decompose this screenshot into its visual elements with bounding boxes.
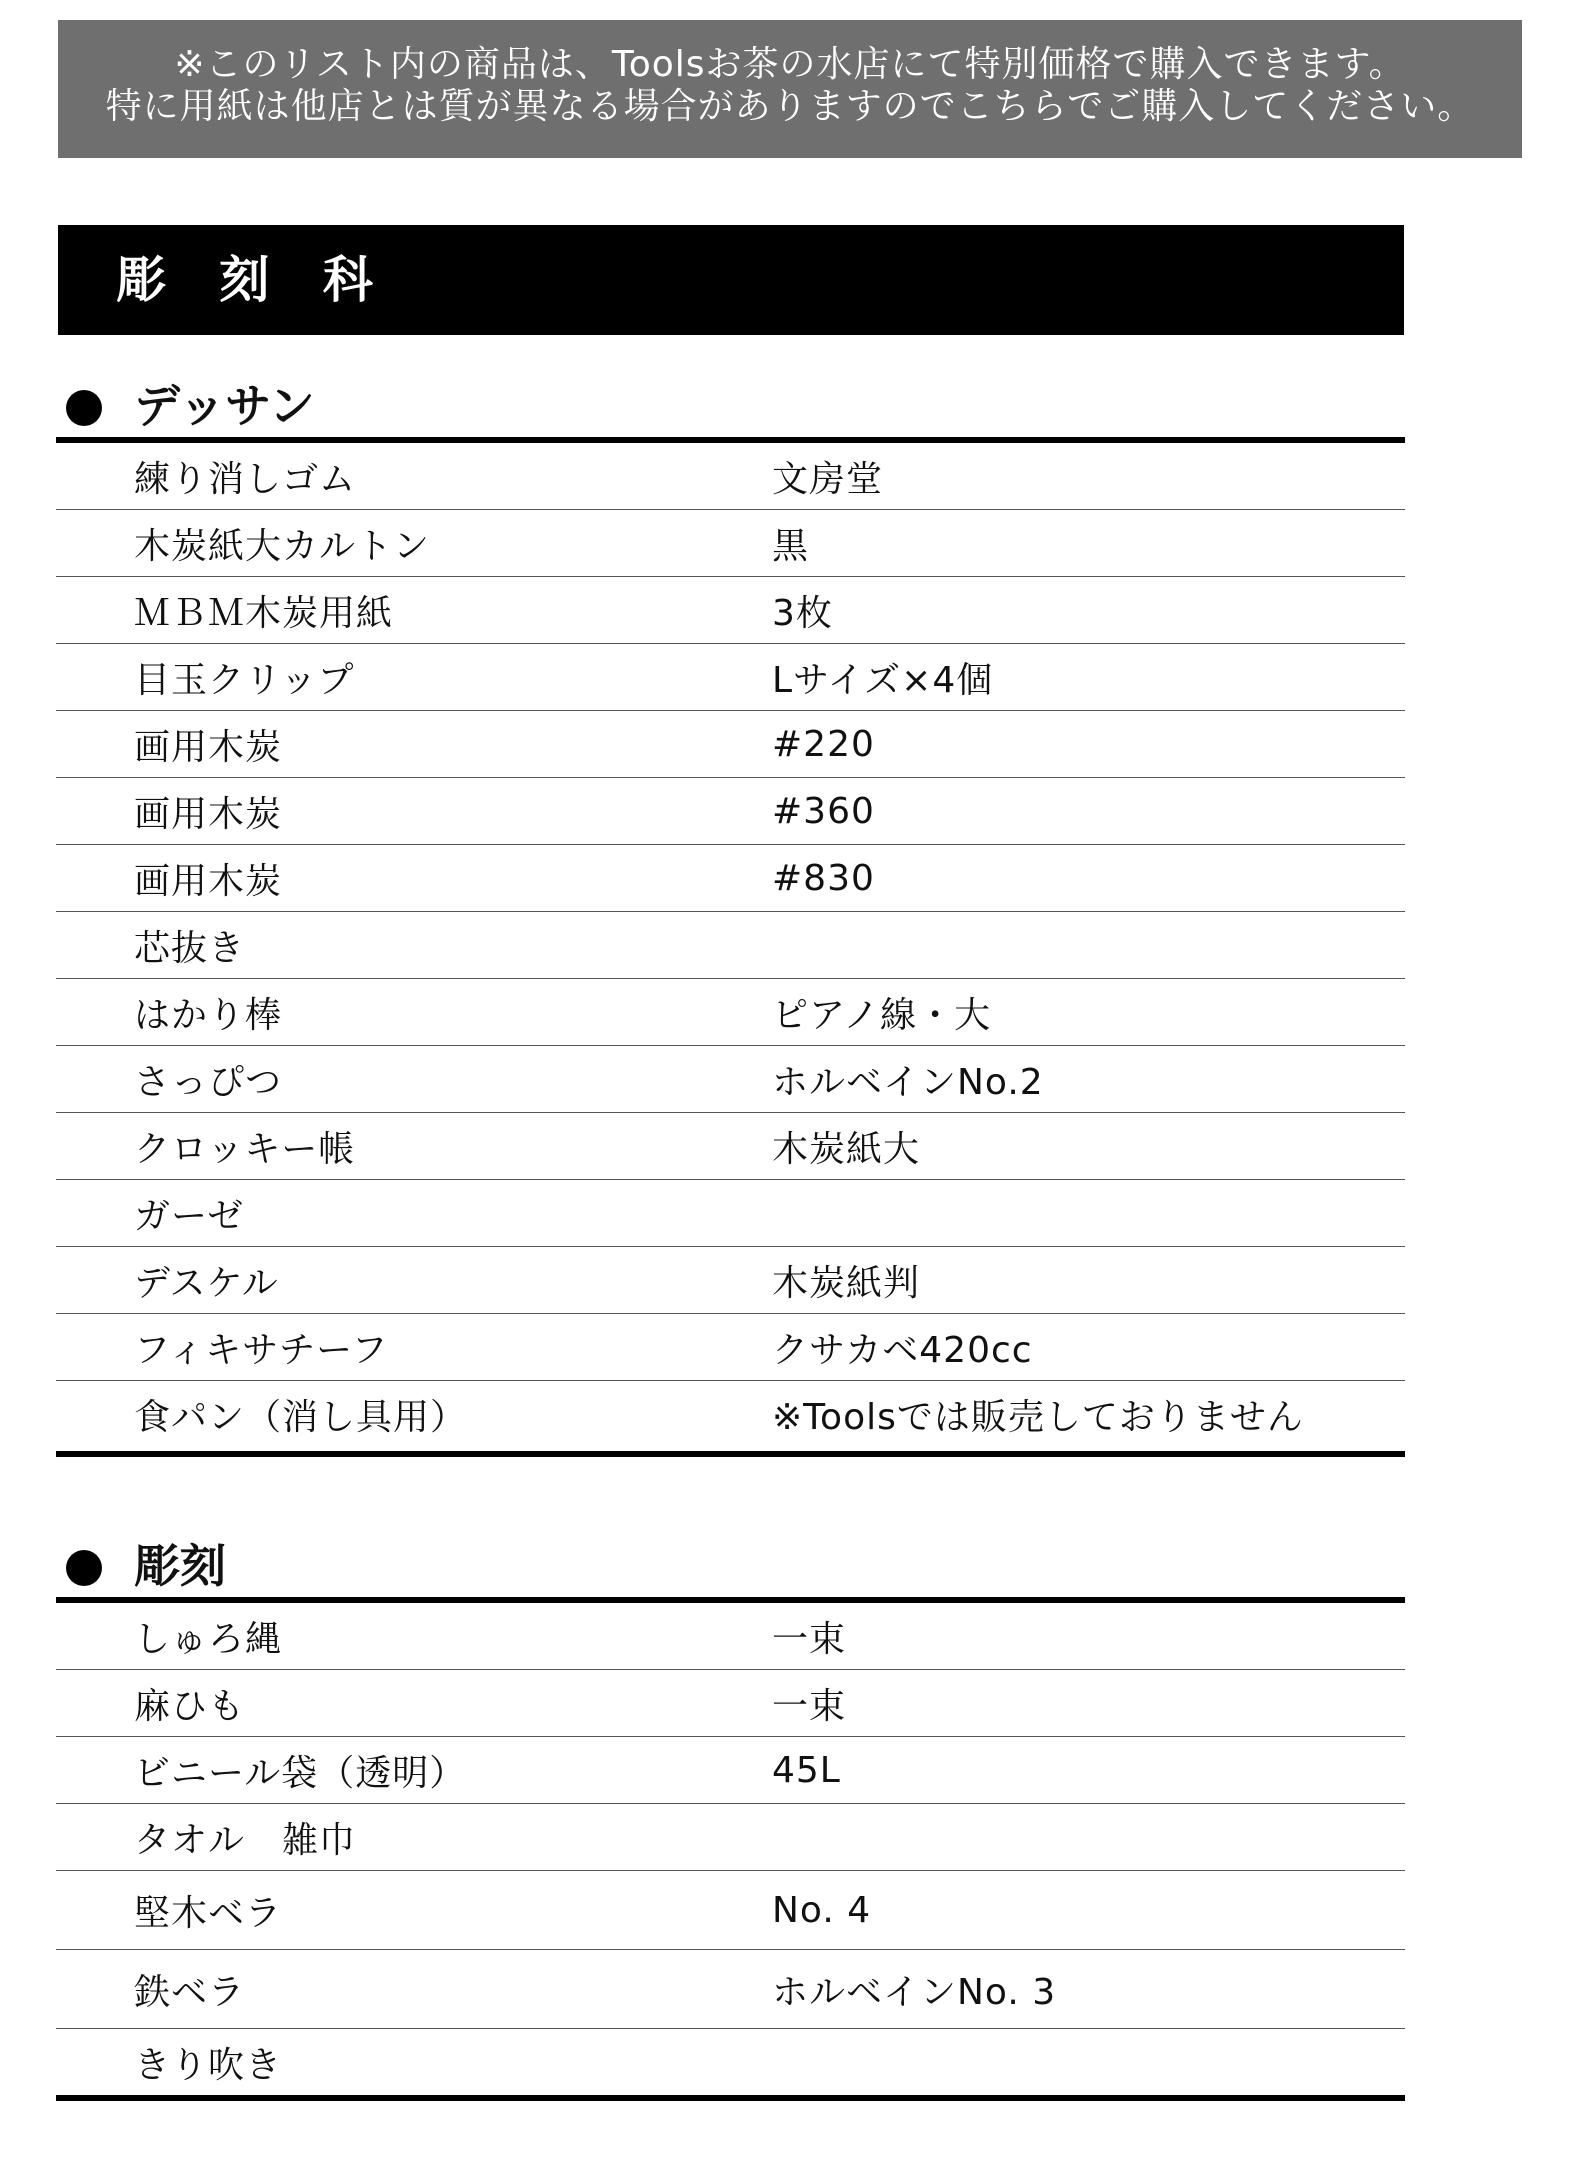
list-item xyxy=(56,1113,1405,1180)
notice-line-1: ※このリスト内の商品は、Toolsお茶の水店にて特別価格で購入できます。 xyxy=(174,44,1406,85)
list-item xyxy=(56,912,1405,979)
list-item xyxy=(56,845,1405,912)
notice-banner xyxy=(58,20,1522,158)
section-bottom-rule xyxy=(56,1451,1405,1457)
item-note: 一束 xyxy=(772,1618,847,1660)
list-item xyxy=(56,1871,1405,1950)
list-item xyxy=(56,1046,1405,1113)
item-note: 3枚 xyxy=(772,592,833,634)
item-note: ※Toolsでは販売しておりません xyxy=(772,1397,1304,1438)
item-name: ガーゼ xyxy=(134,1195,245,1237)
item-note: #360 xyxy=(772,790,875,832)
item-name: 目玉クリップ xyxy=(134,659,355,701)
notice-line-2: 特に用紙は他店とは質が異なる場合がありますのでこちらでご購入してください。 xyxy=(105,86,1475,127)
item-note: Lサイズ×4個 xyxy=(772,659,994,701)
item-name: タオル 雑巾 xyxy=(134,1819,357,1861)
section-title: 彫刻 xyxy=(134,1539,226,1593)
list-item xyxy=(56,1804,1405,1871)
list-item xyxy=(56,510,1405,577)
list-item xyxy=(56,1603,1405,1670)
bullet-icon xyxy=(66,390,102,426)
item-note: 木炭紙大 xyxy=(772,1128,921,1170)
bullet-icon xyxy=(66,1550,102,1586)
item-name: ビニール袋（透明） xyxy=(134,1752,467,1794)
item-note: 45L xyxy=(772,1749,841,1791)
list-item xyxy=(56,1180,1405,1247)
item-list xyxy=(56,1603,1405,2095)
item-name: フィキサチーフ xyxy=(134,1329,389,1371)
item-name: 練り消しゴム xyxy=(134,458,357,500)
section-title: デッサン xyxy=(134,379,315,433)
item-name: 鉄ベラ xyxy=(134,1971,246,2013)
item-note: クサカベ420cc xyxy=(772,1329,1033,1371)
list-item xyxy=(56,2029,1405,2095)
department-header: 彫 刻 科 xyxy=(58,225,1404,335)
item-note: ホルベインNo.2 xyxy=(772,1061,1044,1103)
item-name: クロッキー帳 xyxy=(134,1128,356,1170)
item-name: きり吹き xyxy=(134,2044,283,2086)
item-note: No. 4 xyxy=(772,1889,872,1931)
item-note: 黒 xyxy=(772,525,810,567)
item-name: 木炭紙大カルトン xyxy=(134,525,431,567)
item-name: はかり棒 xyxy=(134,994,283,1036)
list-item xyxy=(56,1381,1405,1448)
list-item xyxy=(56,644,1405,711)
item-name: 芯抜き xyxy=(134,927,246,969)
item-name: 食パン（消し具用） xyxy=(134,1397,468,1438)
item-note: 木炭紙判 xyxy=(772,1262,921,1304)
list-item xyxy=(56,1247,1405,1314)
list-item xyxy=(56,577,1405,644)
item-list xyxy=(56,443,1405,1448)
list-item xyxy=(56,1670,1405,1737)
list-item xyxy=(56,1314,1405,1381)
item-name: 画用木炭 xyxy=(134,726,283,768)
item-note: 文房堂 xyxy=(772,458,884,500)
item-note: #830 xyxy=(772,857,875,899)
item-note: ピアノ線・大 xyxy=(772,994,992,1036)
list-item xyxy=(56,711,1405,778)
item-name: 画用木炭 xyxy=(134,793,283,835)
item-note: 一束 xyxy=(772,1685,847,1727)
list-item xyxy=(56,778,1405,845)
item-note: #220 xyxy=(772,723,875,765)
item-name: さっぴつ xyxy=(134,1061,283,1103)
item-name: デスケル xyxy=(134,1262,279,1304)
item-name: ＭＢＭ木炭用紙 xyxy=(134,592,394,634)
list-item xyxy=(56,1737,1405,1804)
item-name: 麻ひも xyxy=(134,1685,246,1727)
item-name: しゅろ縄 xyxy=(134,1618,283,1660)
item-name: 画用木炭 xyxy=(134,860,283,902)
list-item xyxy=(56,443,1405,510)
section-bottom-rule xyxy=(56,2095,1405,2101)
list-item xyxy=(56,1950,1405,2029)
item-name: 堅木ベラ xyxy=(134,1892,283,1934)
item-note: ホルベインNo. 3 xyxy=(772,1971,1057,2013)
list-item xyxy=(56,979,1405,1046)
